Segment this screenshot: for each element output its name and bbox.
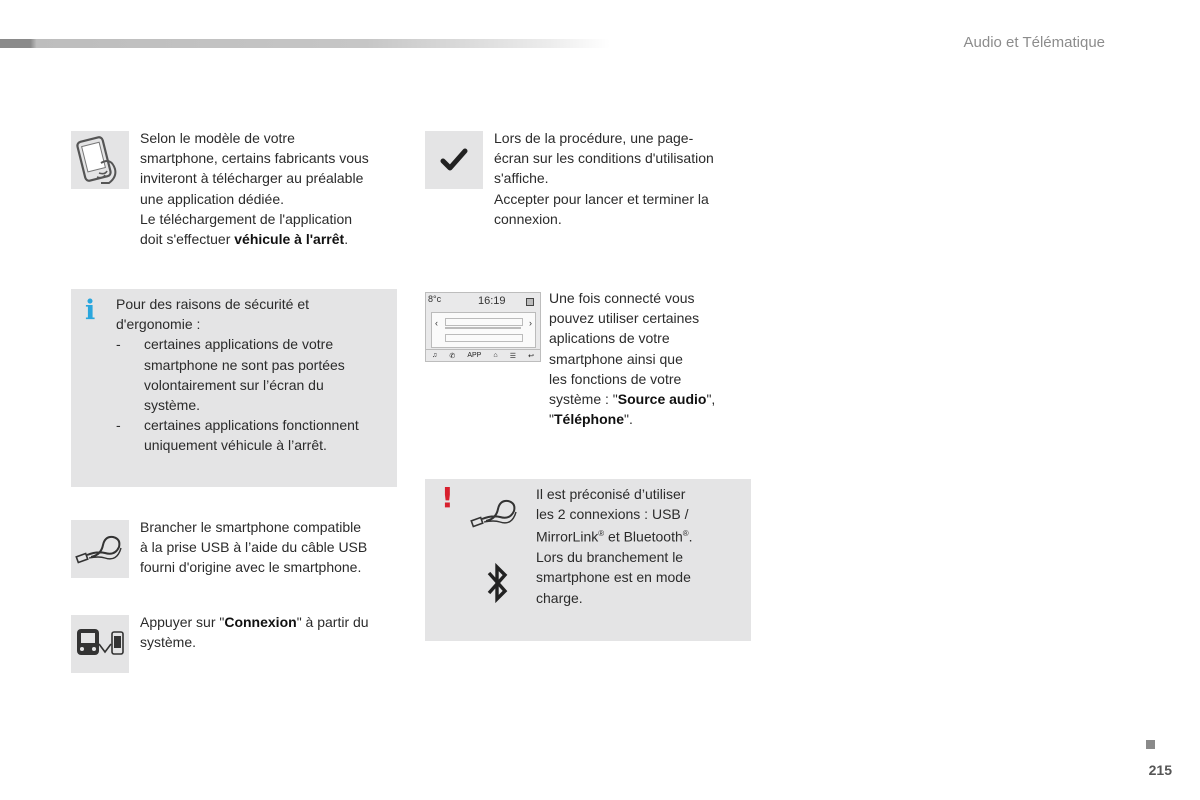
screen-time: 16:19 [478, 295, 506, 307]
screen-right-arrow-icon: › [529, 318, 532, 328]
conditions-text: Lors de la procédure, une page- écran sur les conditions d'utilisation s'affiche. Accepter pour lancer et terminer la connexion. [494, 130, 714, 227]
warning-icon: ! [441, 481, 454, 514]
menu-icon: ☰ [509, 352, 516, 360]
usb-cable-icon [71, 520, 129, 578]
bluetooth-icon [485, 561, 511, 605]
header-bar [0, 39, 610, 48]
app-label: APP [467, 352, 482, 359]
page-number: 215 [1148, 762, 1172, 778]
info-icon: i [85, 295, 96, 326]
page-marker [1146, 740, 1155, 749]
info-text: Pour des raisons de sécurité et d'ergonomie : - certaines applications de votre smartphone ne sont pas portées volontairement sur l’écran du système. - certaines applications fonctionnent uniquement véhicule à l’arrêt. [116, 294, 396, 456]
info-list-item: - certaines applications fonctionnent uniquement véhicule à l’arrêt. [116, 417, 359, 454]
screen-progress-bar [445, 327, 521, 329]
home-icon: ⌂ [493, 352, 498, 359]
screen-slider [445, 318, 523, 326]
phone-icon: ✆ [449, 352, 456, 360]
screen-content-area [431, 312, 536, 348]
info-box [71, 289, 397, 487]
screen-field [445, 334, 523, 342]
connected-text: Une fois connecté vous pouvez utiliser certaines aplications de votre smartphone ainsi que les fonctions de votre système : "Source audio", "Téléphone". [549, 290, 716, 428]
screen-bottom-bar [426, 349, 540, 361]
back-icon: ↩ [528, 352, 534, 360]
info-list-item: - certaines applications de votre smartphone ne sont pas portées volontairement sur l’écran du système. [116, 336, 345, 414]
screen-left-arrow-icon: ‹ [435, 318, 438, 328]
music-icon: ♫ [432, 352, 438, 359]
usb-text: Brancher le smartphone compatible à la prise USB à l’aide du câble USB fourni d'origine avec le smartphone. [140, 519, 368, 576]
checkmark-icon [425, 131, 483, 189]
app-download-text: Selon le modèle de votre smartphone, certains fabricants vous inviteront à télécharger au préalable une application dédiée. Le téléchargement de l'application doit s'effectuer véhicule à l'arrêt. [140, 130, 369, 248]
screen-preview [425, 292, 541, 362]
screen-temp: 8°c [428, 294, 442, 304]
usb-cable-icon [469, 495, 523, 533]
section-title: Audio et Télématique [963, 34, 1105, 51]
screen-menu-icon [526, 298, 534, 306]
connexion-text: Appuyer sur "Connexion" à partir du système. [140, 614, 369, 651]
phone-hand-icon [71, 131, 129, 189]
car-screen-phone-icon [71, 615, 129, 673]
warning-text: Il est préconisé d’utiliser les 2 connexions : USB / MirrorLink® et Bluetooth®. Lors du branchement le smartphone est en mode charge. [536, 486, 693, 606]
warning-box [425, 479, 751, 641]
